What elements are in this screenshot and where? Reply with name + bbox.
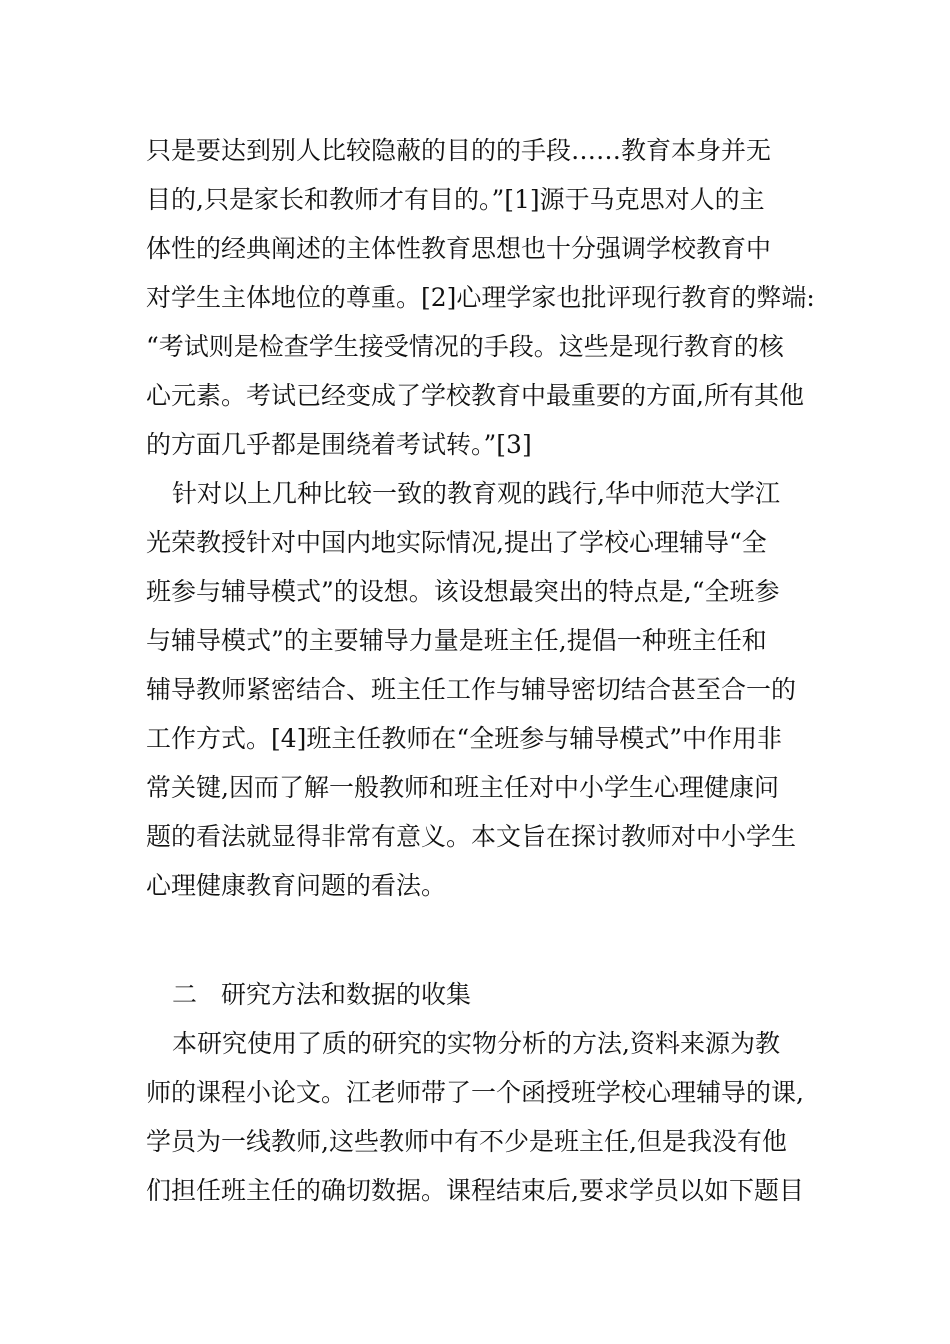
text-line: 体性的经典阐述的主体性教育思想也十分强调学校教育中 [146,234,772,263]
text-line: 心元素。考试已经变成了学校教育中最重要的方面,所有其他 [146,381,804,410]
text-line: 对学生主体地位的尊重。[2]心理学家也批评现行教育的弊端: [146,283,815,312]
text-line: 本研究使用了质的研究的实物分析的方法,资料来源为教 [172,1029,780,1058]
text-line: 师的课程小论文。江老师带了一个函授班学校心理辅导的课, [146,1078,804,1107]
text-line: 心理健康教育问题的看法。 [146,871,447,900]
section-title: 研究方法和数据的收集 [221,980,472,1009]
text-line: “考试则是检查学生接受情况的手段。这些是现行教育的核 [146,332,784,361]
text-line: 们担任班主任的确切数据。课程结束后,要求学员以如下题目 [146,1176,804,1205]
text-line: 针对以上几种比较一致的教育观的践行,华中师范大学江 [172,479,780,508]
text-line: 工作方式。[4]班主任教师在“全班参与辅导模式”中作用非 [146,724,782,753]
text-line: 班参与辅导模式”的设想。该设想最突出的特点是,“全班参 [146,577,780,606]
text-line: 目的,只是家长和教师才有目的。”[1]源于马克思对人的主 [146,185,765,214]
text-line: 的方面几乎都是围绕着考试转。”[3] [146,430,532,459]
text-line: 常关键,因而了解一般教师和班主任对中小学生心理健康问 [146,773,779,802]
text-line: 与辅导模式”的主要辅导力量是班主任,提倡一种班主任和 [146,626,767,655]
text-line: 学员为一线教师,这些教师中有不少是班主任,但是我没有他 [146,1127,787,1156]
text-line: 辅导教师紧密结合、班主任工作与辅导密切结合甚至合一的 [146,675,797,704]
text-line: 题的看法就显得非常有意义。本文旨在探讨教师对中小学生 [146,822,797,851]
section-number: 二 [172,980,198,1009]
text-line: 只是要达到别人比较隐蔽的目的的手段……教育本身并无 [146,136,772,165]
text-line: 光荣教授针对中国内地实际情况,提出了学校心理辅导“全 [146,528,767,557]
